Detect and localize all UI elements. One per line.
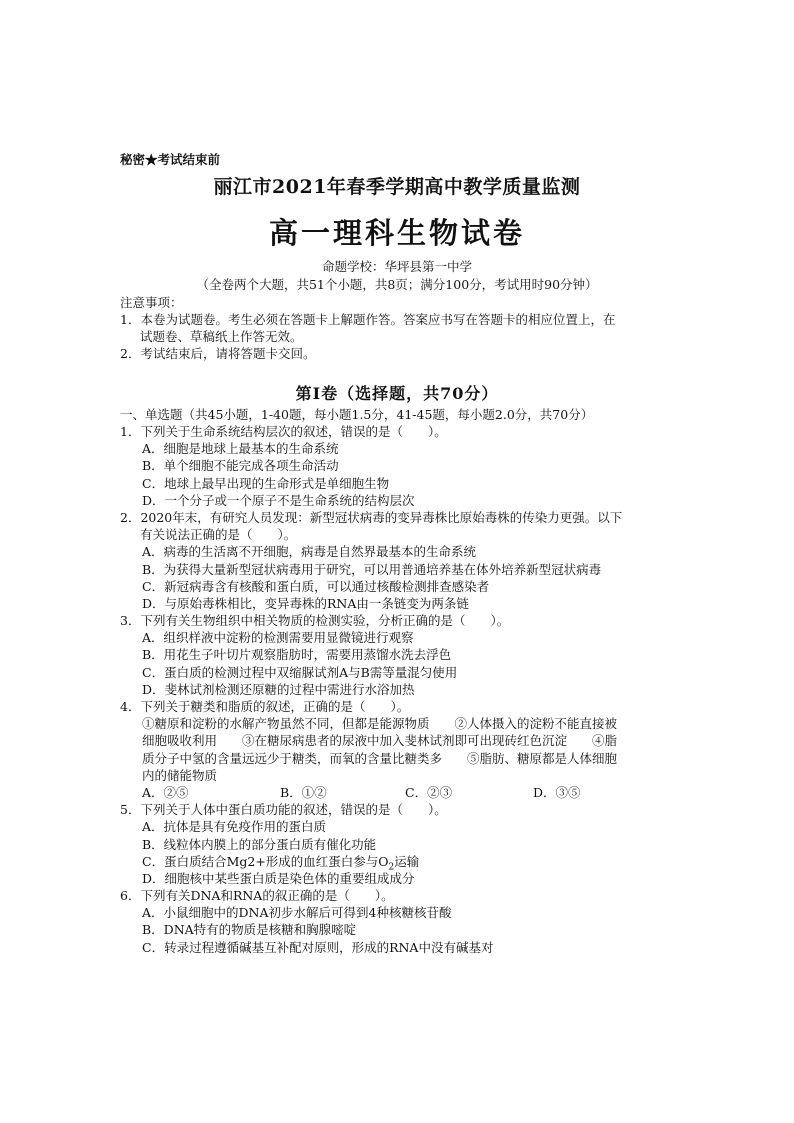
question-2-stem-line-1: 2．2020年末，有研究人员发现：新型冠状病毒的变异毒株比原始毒株的传染力更强。以下 (120, 509, 623, 525)
question-4-option-c: C．②③ (405, 784, 453, 800)
part-1-title: 第Ⅰ卷（选择题，共70分） (295, 384, 499, 403)
question-3-option-b: B．用花生子叶切片观察脂肪时，需要用蒸馏水洗去浮色 (142, 647, 452, 663)
question-4-statement-line-1: ①糖原和淀粉的水解产物虽然不同，但都是能源物质 ②人体摄入的淀粉不能直接被 (142, 716, 618, 732)
question-5-option-b: B．线粒体内膜上的部分蛋白质有催化功能 (142, 836, 377, 852)
question-3-stem: 3．下列有关生物组织中相关物质的检测实验，分析正确的是（ ）。 (120, 613, 510, 629)
exam-title: 丽江市2021年春季学期高中教学质量监测 (213, 176, 581, 198)
question-6-stem: 6．下列有关DNA和RNA的叙正确的是（ ）。 (120, 888, 394, 904)
question-2-option-d: D．与原始毒株相比，变异毒株的RNA由一条链变为两条链 (142, 595, 469, 611)
question-2-option-a: A．病毒的生活离不开细胞，病毒是自然界最基本的生命系统 (142, 544, 477, 560)
question-4-option-a: A．②⑤ (142, 784, 189, 800)
question-1-option-b: B．单个细胞不能完成各项生命活动 (142, 458, 339, 474)
confidential-label: 秘密★考试结束前 (120, 152, 221, 167)
question-2-option-b: B．为获得大量新型冠状病毒用于研究，可以用普通培养基在体外培养新型冠状病毒 (142, 561, 602, 577)
question-1-option-a: A．细胞是地球上最基本的生命系统 (142, 441, 339, 457)
notice-list (120, 311, 680, 363)
question-2-stem-line-2: 有关说法正确的是（ ）。 (140, 527, 297, 543)
question-5-option-d: D．细胞核中某些蛋白质是染色体的重要组成成分 (142, 870, 415, 886)
question-6-option-c: C．转录过程遵循碱基互补配对原则，形成的RNA中没有碱基对 (142, 939, 494, 955)
question-1-option-c: C．地球上最早出现的生命形式是单细胞生物 (142, 475, 390, 491)
question-6-option-b: B．DNA特有的物质是核糖和胸腺嘧啶 (142, 922, 357, 938)
notice-item-2: 2．考试结束后，请将答题卡交回。 (120, 346, 316, 362)
question-4-stem: 4．下列关于糖类和脂质的叙述，正确的是（ ）。 (120, 699, 410, 714)
question-1-stem: 1．下列关于生命系统结构层次的叙述，错误的是（ ）。 (120, 424, 447, 439)
question-5-stem: 5．下列关于人体中蛋白质功能的叙述，错误的是（ ）。 (120, 802, 447, 818)
question-5-option-c-tail: 运输 (394, 853, 420, 869)
notice-title: 注意事项： (120, 295, 183, 310)
notice-item-1-line-2: 试题卷、草稿纸上作答无效。 (140, 329, 303, 345)
question-2-option-c: C．新冠病毒含有核酸和蛋白质，可以通过核酸检测排查感染者 (142, 578, 490, 594)
question-1-option-d: D．一个分子或一个原子不是生命系统的结构层次 (142, 492, 415, 508)
question-3-option-d: D．斐林试剂检测还原糖的过程中需进行水浴加热 (142, 681, 415, 697)
question-5-option-c-text: C．蛋白质结合Mg2+形成的血红蛋白参与O (142, 853, 389, 869)
question-4-option-b: B．①② (280, 784, 327, 800)
question-5-option-c-subscript: 2 (388, 862, 395, 873)
question-3-option-a: A．组织样液中淀粉的检测需要用显微镜进行观察 (142, 630, 414, 646)
exam-info: （全卷两个大题，共51个小题，共8页；满分100分，考试用时90分钟） (196, 277, 598, 292)
question-list (120, 423, 680, 956)
question-4-options (120, 784, 680, 801)
question-5-option-c (120, 853, 680, 873)
question-4-statement-line-2: 细胞吸收利用 ③在糖尿病患者的尿液中加入斐林试剂即可出现砖红色沉淀 ④脂 (142, 733, 618, 749)
section-heading: 一、单选题（共45小题，1-40题，每小题1.5分，41-45题，每小题2.0分，共70分） (120, 407, 594, 422)
question-6-option-a: A．小鼠细胞中的DNA初步水解后可得到4种核糖核苷酸 (142, 905, 452, 921)
paper-title: 高一理科生物试卷 (268, 216, 525, 250)
question-4-statement-line-4: 内的储能物质 (142, 767, 218, 783)
question-4-option-d: D．③⑤ (533, 784, 581, 800)
notice-item-1-line-1: 1．本卷为试题卷。考生必须在答题卡上解题作答。答案应书写在答题卡的相应位置上，在 (120, 312, 616, 327)
question-4-statement-line-3: 质分子中氢的含量远远少于糖类，而氧的含量比糖类多 ⑤脂肪、糖原都是人体细胞 (142, 750, 618, 766)
question-5-option-a: A．抗体是具有免疫作用的蛋白质 (142, 819, 327, 835)
question-3-option-c: C．蛋白质的检测过程中双缩脲试剂A与B需等量混匀使用 (142, 664, 458, 680)
setter-school: 命题学校：华坪县第一中学 (321, 259, 472, 274)
